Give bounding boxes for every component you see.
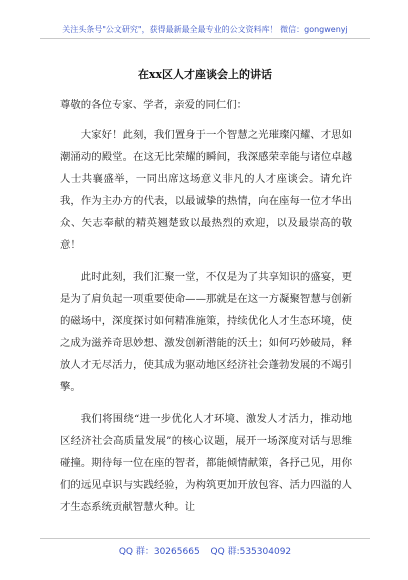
document-title: 在xx区人才座谈会上的讲话 bbox=[137, 68, 273, 81]
document-body bbox=[60, 94, 352, 528]
salutation: 尊敬的各位专家、学者，亲爱的同仁们： bbox=[60, 99, 248, 111]
footer-qq-group-2: QQ 群:535304092 bbox=[210, 547, 292, 557]
paragraph-3: 我们将围绕“进一步优化人才环境、激发人才活力，推动地区经济社会高质量发展”的核心议题，展开一场深度对话与思维碰撞。期待每一位在座的智者，都能倾情献策，各抒己见，用你们的远见卓识与实践经验，为构筑更加开放包容、活力四溢的人才生态系统贡献智慧火种。让 bbox=[60, 413, 352, 513]
footer bbox=[40, 544, 370, 557]
paragraph-2: 此时此刻，我们汇聚一堂，不仅是为了共享知识的盛宴，更是为了肩负起一项重要使命——那就是在这一方凝聚智慧与创新的磁场中，深度探讨如何精准施策，持续优化人才生态环境，使之成为滋养奇思妙想、激发创新潜能的沃土；如何巧妙破局，释放人才无尽活力，使其成为驱动地区经济社会蓬勃发展的不竭引擎。 bbox=[60, 271, 352, 393]
footer-divider bbox=[40, 538, 370, 539]
footer-qq-group-1: QQ 群：30265665 bbox=[118, 547, 200, 557]
header-note: 关注头条号"公文研究"，获得最新最全最专业的公文资料库！ 微信：gongwenyj bbox=[62, 25, 348, 34]
paragraph-1: 大家好！此刻，我们置身于一个智慧之光璀璨闪耀、才思如潮涌动的殿堂。在这无比荣耀的瞬间，我深感荣幸能与诸位卓越人士共襄盛举，一同出席这场意义非凡的人才座谈会。请允许我，作为主办方的代表，以最诚挚的热情，向在座每一位才华出众、矢志奉献的精英翘楚致以最热烈的欢迎，以及最崇高的敬意！ bbox=[60, 129, 352, 251]
header-divider bbox=[40, 38, 370, 39]
